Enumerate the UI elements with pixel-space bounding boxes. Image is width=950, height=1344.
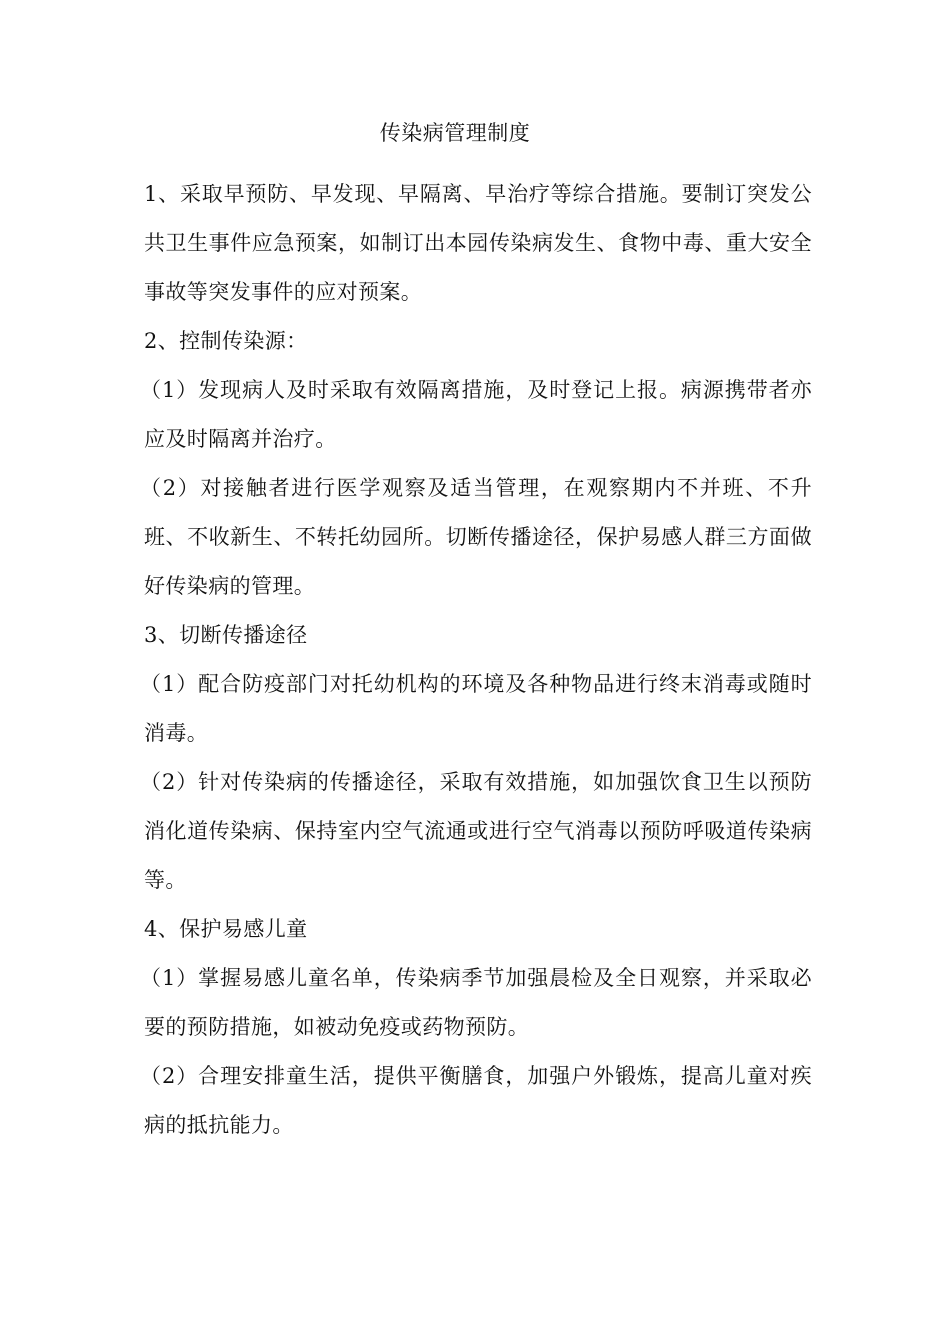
paragraph-3-heading: 3、切断传播途径: [144, 623, 308, 647]
paragraph-1: 1、采取早预防、早发现、早隔离、早治疗等综合措施。要制订突发公共卫生事件应急预案，如制订出本园传染病发生、食物中毒、重大安全事故等突发事件的应对预案。: [144, 182, 812, 304]
paragraph-2-item-1: （1）发现病人及时采取有效隔离措施，及时登记上报。病源携带者亦应及时隔离并治疗。: [140, 378, 812, 451]
document-title: 传染病管理制度: [379, 121, 531, 145]
paragraph-2-item-2: （2）对接触者进行医学观察及适当管理，在观察期内不并班、不升班、不收新生、不转托幼园所。切断传播途径，保护易感人群三方面做好传染病的管理。: [140, 476, 812, 598]
paragraph-4-item-2: （2）合理安排童生活，提供平衡膳食，加强户外锻炼，提高儿童对疾病的抵抗能力。: [140, 1064, 812, 1137]
paragraph-3-item-1: （1）配合防疫部门对托幼机构的环境及各种物品进行终末消毒或随时消毒。: [140, 672, 812, 745]
paragraph-3-item-2: （2）针对传染病的传播途径，采取有效措施，如加强饮食卫生以预防消化道传染病、保持室内空气流通或进行空气消毒以预防呼吸道传染病等。: [140, 770, 812, 892]
paragraph-4-heading: 4、保护易感儿童: [144, 917, 308, 941]
document-body: [140, 170, 812, 1150]
paragraph-2-heading: 2、控制传染源：: [144, 329, 308, 353]
paragraph-4-item-1: （1）掌握易感儿童名单，传染病季节加强晨检及全日观察，并采取必要的预防措施，如被动免疫或药物预防。: [140, 966, 812, 1039]
